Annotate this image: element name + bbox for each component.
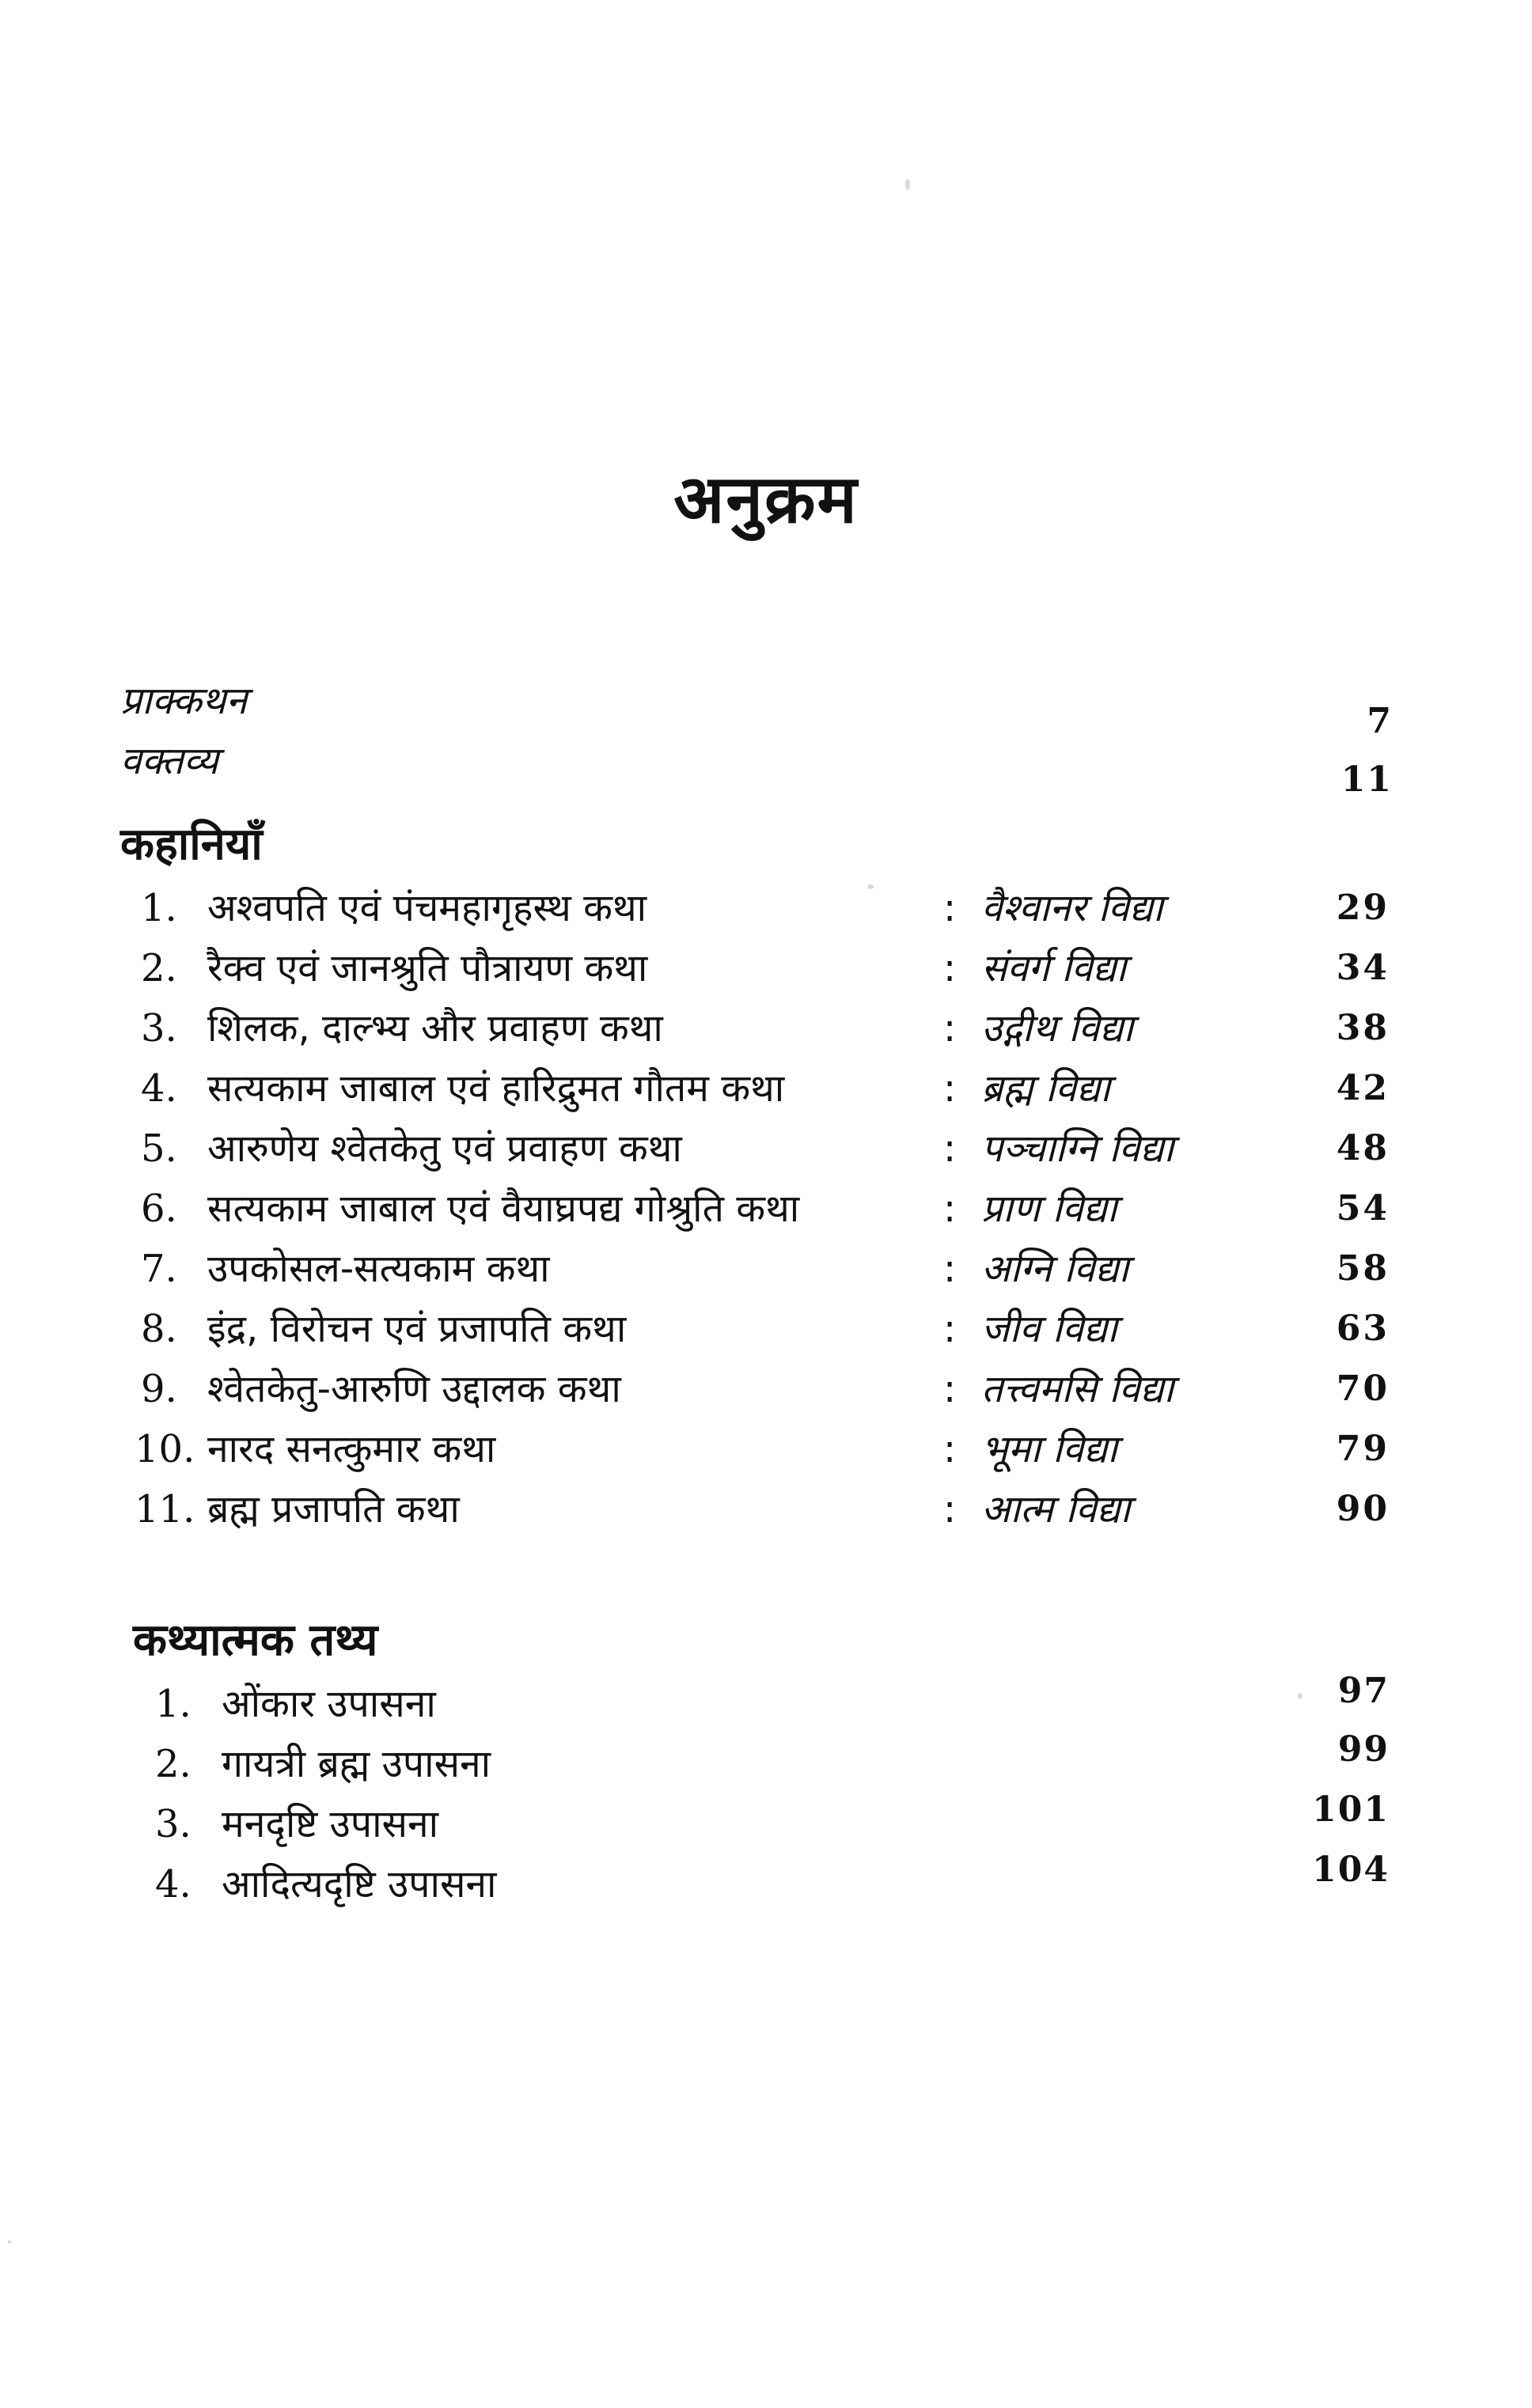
entry-number: 4. <box>141 1066 177 1111</box>
entry-page: 70 <box>1336 1369 1390 1409</box>
entry-number: 7. <box>141 1247 177 1291</box>
entry-number: 3. <box>141 1006 177 1051</box>
entry-separator: : <box>943 1367 957 1411</box>
toc-entry <box>0 1419 1532 1479</box>
entry-vidya: उद्गीथ विद्या <box>981 1006 1134 1051</box>
scan-speck <box>905 179 910 190</box>
entry-title: आरुणेय श्वेतकेतु एवं प्रवाहण कथा <box>207 1126 682 1171</box>
fact-page-number: 99 <box>1337 1729 1390 1770</box>
entry-title: शिलक, दाल्भ्य और प्रवाहण कथा <box>207 1006 663 1051</box>
entry-title: ब्रह्म प्रजापति कथा <box>207 1487 460 1532</box>
entry-separator: : <box>943 1187 957 1231</box>
entry-title: ओंकार उपासना <box>222 1682 436 1726</box>
toc-entry <box>0 1179 1532 1239</box>
section-heading-stories: कहानियाँ <box>120 819 263 870</box>
entry-title: सत्यकाम जाबाल एवं वैयाघ्रपद्य गोश्रुति कथा <box>207 1187 800 1231</box>
section-heading-facts: कथ्यात्मक तथ्य <box>133 1615 378 1666</box>
toc-entry <box>0 1299 1532 1359</box>
scan-speck <box>867 884 874 889</box>
entry-number: 3. <box>155 1802 192 1846</box>
entry-page: 48 <box>1336 1128 1390 1168</box>
entry-number: 2. <box>155 1742 192 1786</box>
entry-title: श्वेतकेतु-आरुणि उद्दालक कथा <box>207 1367 621 1411</box>
toc-entry <box>0 998 1532 1058</box>
entry-separator: : <box>943 1126 957 1171</box>
entry-vidya: अग्नि विद्या <box>981 1247 1129 1291</box>
entry-number: 9. <box>141 1367 177 1411</box>
entry-number: 1. <box>141 886 177 930</box>
toc-entry <box>0 1119 1532 1179</box>
entry-page: 29 <box>1336 888 1390 928</box>
entry-number: 6. <box>141 1187 177 1231</box>
entry-separator: : <box>943 946 957 990</box>
entry-number: 10. <box>135 1427 195 1471</box>
entry-number: 4. <box>155 1862 192 1906</box>
toc-entry <box>0 1479 1532 1539</box>
entry-vidya: जीव विद्या <box>981 1307 1117 1351</box>
entry-title: उपकोसल-सत्यकाम कथा <box>207 1247 550 1291</box>
entry-title: सत्यकाम जाबाल एवं हारिद्रुमत गौतम कथा <box>207 1066 785 1111</box>
entry-vidya: भूमा विद्या <box>981 1427 1117 1471</box>
entry-vidya: पञ्चाग्नि विद्या <box>981 1126 1174 1171</box>
scan-speck <box>1298 1693 1303 1699</box>
entry-page: 34 <box>1336 948 1390 988</box>
toc-label-vaktavya: वक्तव्य <box>120 739 219 783</box>
entry-page: 63 <box>1336 1308 1390 1349</box>
entry-vidya: आत्म विद्या <box>981 1487 1131 1532</box>
entry-separator: : <box>943 1006 957 1051</box>
entry-title: इंद्र, विरोचन एवं प्रजापति कथा <box>207 1307 627 1351</box>
entry-vidya: ब्रह्म विद्या <box>981 1066 1110 1111</box>
entry-page: 79 <box>1336 1429 1390 1469</box>
entry-vidya: वैश्वानर विद्या <box>981 886 1163 930</box>
entry-vidya: प्राण विद्या <box>981 1187 1117 1231</box>
entry-title: आदित्यदृष्टि उपासना <box>222 1862 497 1906</box>
toc-entry <box>0 1058 1532 1119</box>
entry-vidya: तत्त्वमसि विद्या <box>981 1367 1174 1411</box>
entry-page: 54 <box>1336 1188 1390 1229</box>
toc-entry <box>0 1359 1532 1419</box>
toc-entry <box>0 1239 1532 1299</box>
toc-label-prakkathan: प्राक्कथन <box>120 679 248 723</box>
entry-vidya: संवर्ग विद्या <box>981 946 1127 990</box>
scan-speck <box>8 2240 11 2243</box>
entry-page: 90 <box>1336 1489 1390 1529</box>
entry-number: 8. <box>141 1307 177 1351</box>
fact-page-number: 104 <box>1312 1850 1390 1890</box>
entry-number: 5. <box>141 1126 177 1171</box>
entry-separator: : <box>943 886 957 930</box>
entry-title: मनदृष्टि उपासना <box>222 1802 439 1846</box>
entry-title: गायत्री ब्रह्म उपासना <box>222 1742 491 1786</box>
entry-separator: : <box>943 1487 957 1532</box>
entry-title: रैक्व एवं जानश्रुति पौत्रायण कथा <box>207 946 648 990</box>
entry-title: अश्वपति एवं पंचमहागृहस्थ कथा <box>207 886 647 930</box>
entry-title: नारद सनत्कुमार कथा <box>207 1427 496 1471</box>
entry-separator: : <box>943 1066 957 1111</box>
toc-page-prakkathan: 7 <box>1367 701 1393 741</box>
fact-page-number: 97 <box>1337 1671 1390 1711</box>
toc-entry <box>0 878 1532 938</box>
page-title: अनुक्रम <box>673 460 859 538</box>
fact-page-number: 101 <box>1312 1789 1390 1830</box>
entry-number: 11. <box>135 1487 195 1532</box>
toc-entry <box>0 938 1532 998</box>
entry-page: 42 <box>1336 1068 1390 1108</box>
entry-page: 58 <box>1336 1248 1390 1289</box>
entry-number: 2. <box>141 946 177 990</box>
entry-page: 38 <box>1336 1008 1390 1048</box>
entry-separator: : <box>943 1247 957 1291</box>
entry-number: 1. <box>155 1682 192 1726</box>
toc-page-vaktavya: 11 <box>1340 759 1393 800</box>
entry-separator: : <box>943 1427 957 1471</box>
entry-separator: : <box>943 1307 957 1351</box>
